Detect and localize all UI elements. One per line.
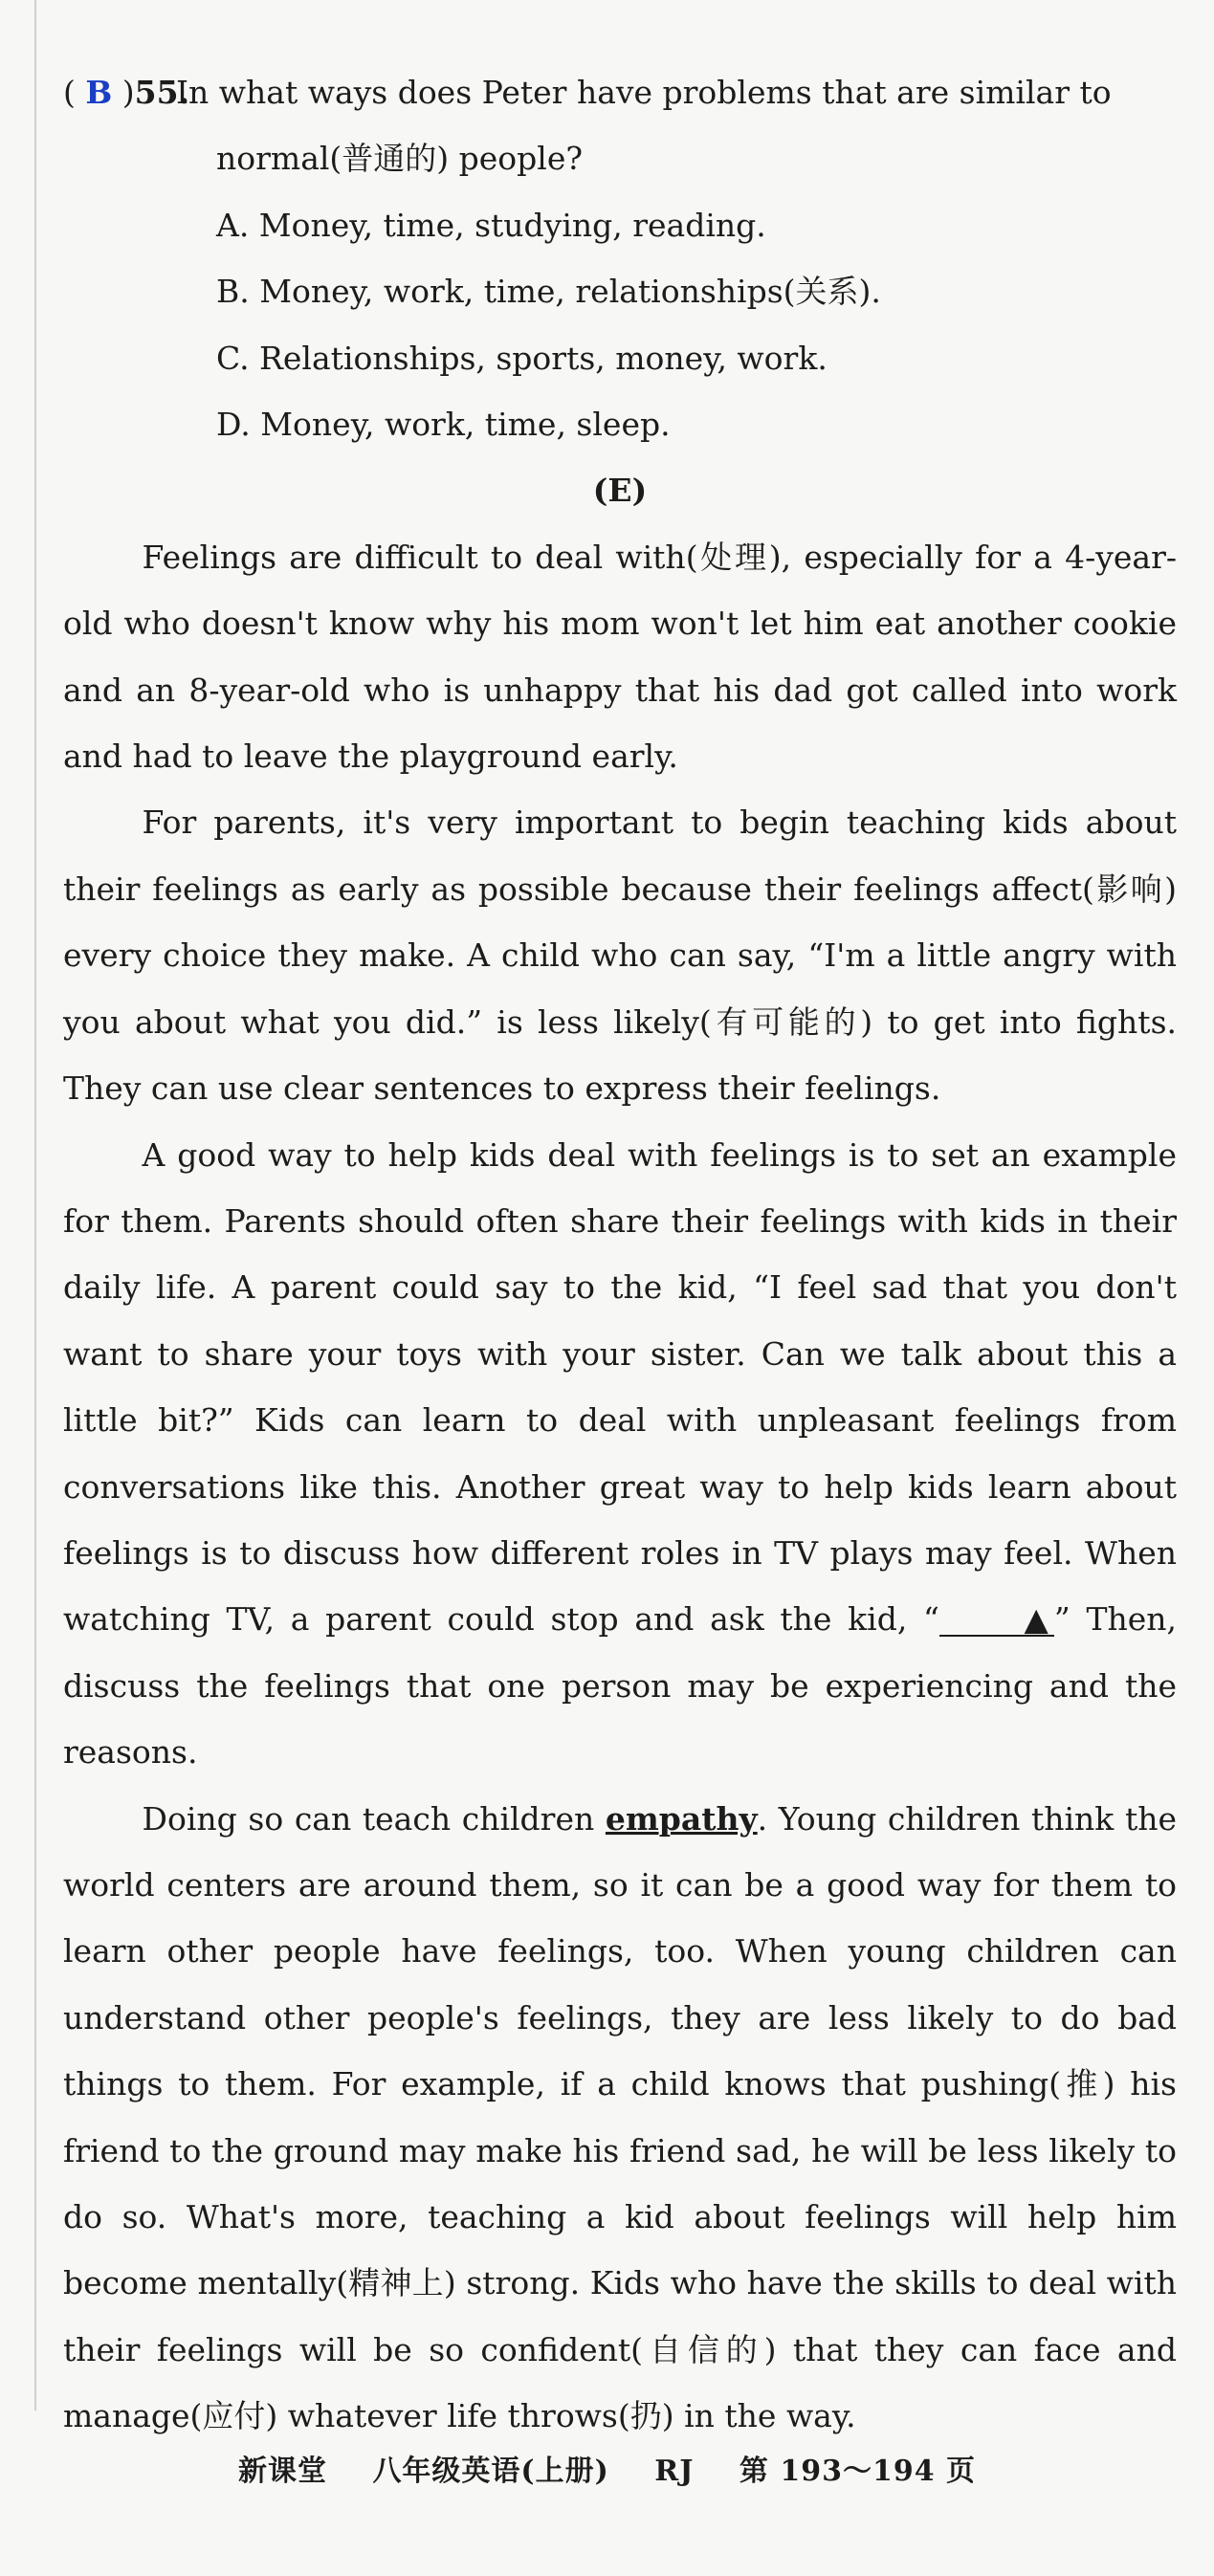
question-stem: In what ways does Peter have problems that are similar to [176,74,1112,111]
content [63,59,1177,2450]
option-c: C. Relationships, sports, money, work. [216,339,828,377]
paragraph-1: Feelings are difficult to deal with(处理), especially for a 4-year-old who doesn't know why his mom won't let him eat another cookie and an 8-year-old who is unhappy that his dad got called into work and had to leave the playground early. [63,538,1177,776]
page-footer [0,2447,1214,2489]
question-number: 55. [134,74,190,111]
option-d: D. Money, work, time, sleep. [216,406,671,444]
paragraph-3: A good way to help kids deal with feelings is to set an example for them. Parents should often share their feelings with kids in their daily life. A parent could say to the kid, “I feel sad that you don't want to share your toys with your sister. Can we talk about this a little bit?” Kids can learn to deal with unpleasant feelings from conversations like this. Another great way to help kids learn about feelings is to discuss how different roles in TV plays may feel. When watching TV, a parent could stop and ask the kid, “ ▲ ” Then, discuss the feelings that one person may be experiencing and the reasons. [63,1135,1177,1772]
section-title: (E) [592,472,648,510]
paragraph-2: For parents, it's very important to begin teaching kids about their feelings as early as possible because their feelings affect(影响) every choice they make. A child who can say, “I'm a little angry with you about what you did.” is less likely(有可能的) to get into fights. They can use clear sentences to express their feelings. [63,804,1177,1108]
paragraph-4: Doing so can teach children empathy. Young children think the world centers are around them, so it can be a good way for them to learn other people have feelings, too. When young children can understand other people's feelings, they are less likely to do bad things to them. For example, if a child knows that pushing(推) his friend to the ground may make his friend sad, he will be less likely to do so. What's more, teaching a kid about feelings will help him become mentally(精神上) strong. Kids who have the skills to deal with their feelings will be so confident(自信的) that they can face and manage(应付) whatever life throws(扔) in the way. [63,1799,1177,2435]
answer-letter: B [85,74,113,111]
option-a: A. Money, time, studying, reading. [216,206,766,244]
margin-rule [34,0,36,2411]
footer-book: 新课堂 [237,2455,327,2488]
question-55 [63,59,1177,125]
footer-edition: RJ [654,2455,695,2488]
footer-grade-subject: 八年级英语(上册) [372,2455,609,2488]
answer-bracket: ( B )55. [63,74,190,111]
option-b: B. Money, work, time, relationships(关系). [216,273,881,311]
answer-blank: ▲ [939,1603,1054,1637]
keyword-empathy: empathy [605,1799,758,1838]
footer-pages: 第 193～194 页 [739,2455,977,2488]
question-stem-cont: normal(普通的) people? [216,140,584,178]
